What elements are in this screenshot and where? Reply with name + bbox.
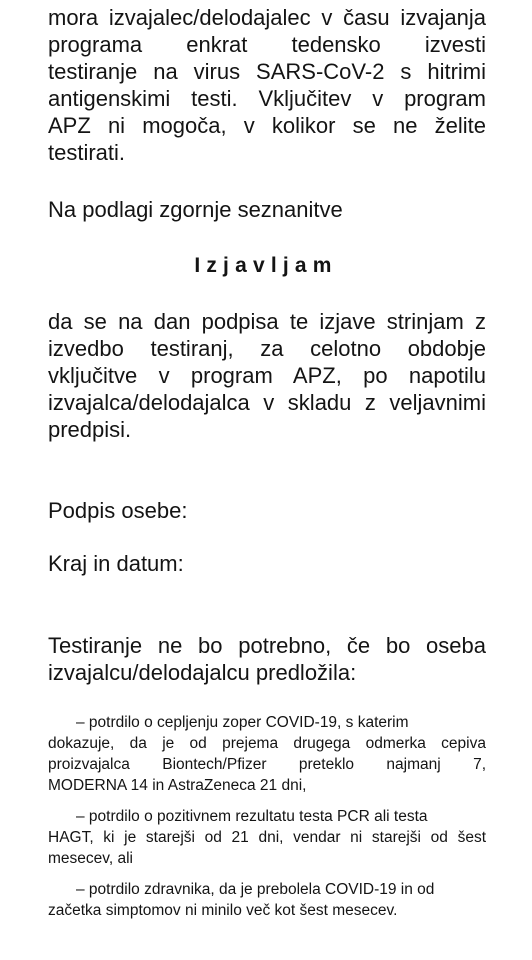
statement-line-1: da se na dan podpisa te izjave strinjam z: [48, 309, 486, 334]
statement-line-4: izvajalca/delodajalca v skladu z veljavnimi: [48, 390, 486, 415]
signature-label: Podpis osebe:: [48, 498, 188, 523]
exemption-1-line-2: dokazuje, da je od prejema drugega odmerka cepiva: [48, 735, 486, 752]
statement-line-3: vključitve v program APZ, po napotilu: [48, 363, 486, 388]
intro-line-3: testiranje na virus SARS-CoV-2 s hitrimi: [48, 59, 486, 84]
statement-line-5: predpisi.: [48, 417, 132, 442]
intro-line-6: testirati.: [48, 140, 126, 165]
exemption-intro-line-1: Testiranje ne bo potrebno, če bo oseba: [48, 633, 486, 658]
intro-line-4: antigenskimi testi. Vključitev v program: [48, 86, 486, 111]
cropped-previous-line: [48, 0, 486, 2]
exemption-1-line-3: proizvajalca Biontech/Pfizer preteklo najmanj 7,: [48, 756, 486, 773]
exemption-2-line-2: HAGT, ki je starejši od 21 dni, vendar ni starejši od šest: [48, 829, 486, 846]
intro-line-5: APZ ni mogoča, v kolikor se ne želite: [48, 113, 486, 138]
declaration-title: Izjavljam: [194, 254, 338, 277]
exemption-3-line-2: začetka simptomov ni minilo več kot šest mesecev.: [48, 902, 398, 919]
intro-line-1: mora izvajalec/delodajalec v času izvajanja: [48, 5, 486, 30]
acknowledgement-line: Na podlagi zgornje seznanitve: [48, 197, 343, 222]
place-date-label: Kraj in datum:: [48, 551, 184, 576]
exemption-3-line-1: – potrdilo zdravnika, da je prebolela COVID-19 in od: [76, 881, 435, 898]
exemption-intro-line-2: izvajalcu/delodajalcu predložila:: [48, 660, 357, 685]
exemption-2-line-1: – potrdilo o pozitivnem rezultatu testa PCR ali testa: [76, 808, 428, 825]
exemption-1-line-1: – potrdilo o cepljenju zoper COVID-19, s katerim: [76, 714, 409, 731]
exemption-1-line-4: MODERNA 14 in AstraZeneca 21 dni,: [48, 777, 307, 794]
intro-line-2: programa enkrat tedensko izvesti: [48, 32, 486, 57]
exemption-2-line-3: mesecev, ali: [48, 850, 133, 867]
statement-line-2: izvedbo testiranj, za celotno obdobje: [48, 336, 486, 361]
